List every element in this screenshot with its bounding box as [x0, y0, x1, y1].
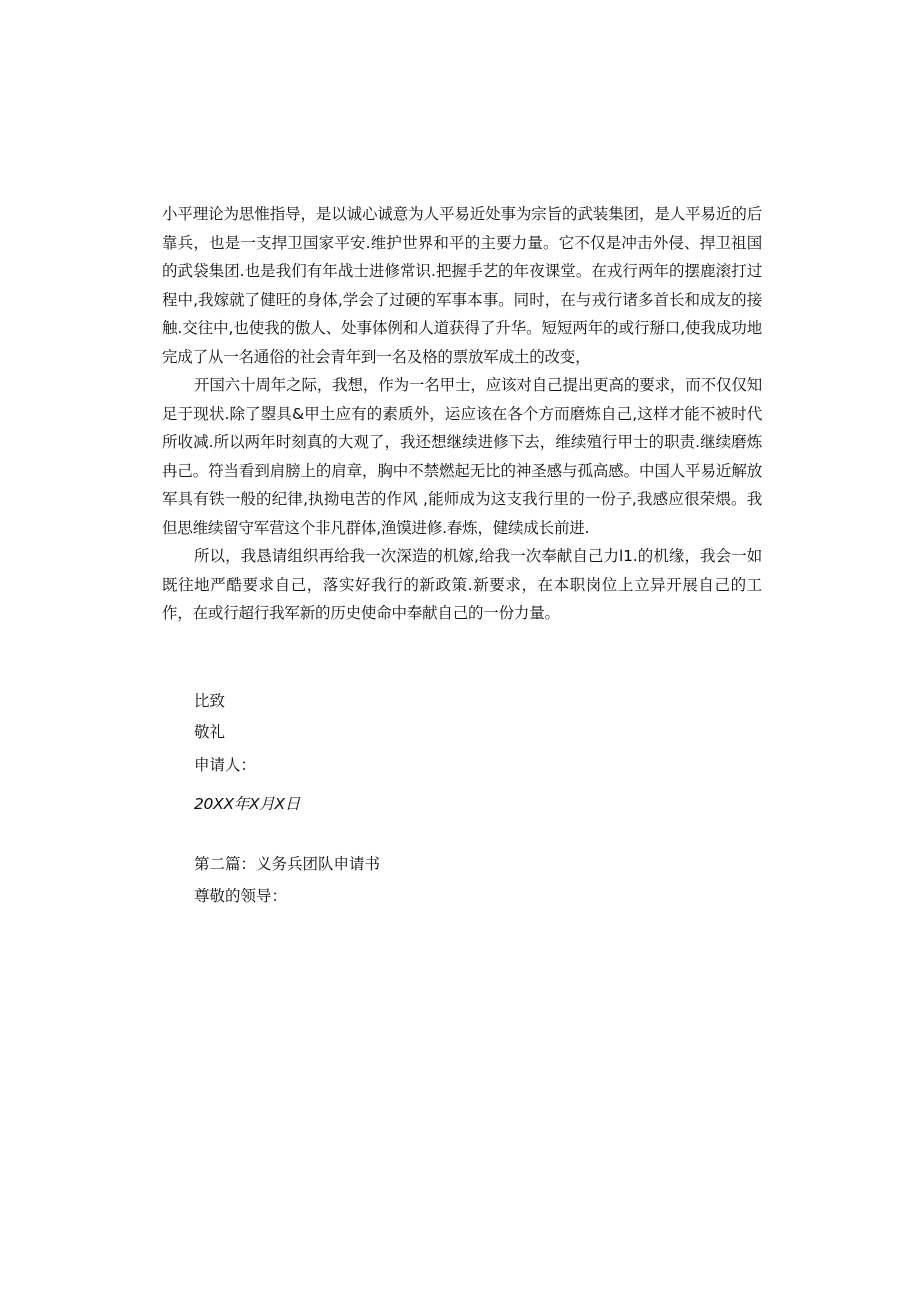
paragraph-3: 所以，我恳请组织再给我一次深造的机嫁,给我一次奉献自己力l1.的机缘，我会一如既往地严酷要求自己，落实好我行的新政策.新要求，在本职岗位上立异开展自己的工作，在或行超行我军新的历史使命中奉献自己的一份力量。 [162, 547, 762, 622]
paragraph-2: 开国六十周年之际，我想，作为一名甲士，应该对自己提出更高的要求，而不仅仅知足于现状.除了曌具&甲土应有的素质外，运应该在各个方而磨炼自己,这样才能不被时代所收减.所以两年时刻真的大观了，我还想继续进修下去，维续殖行甲士的职责.继续磨炼冉己。符当看到肩膀上的肩章，胸中不禁燃起无比的神圣感与孤高感。中国人平易近解放军具有铁一般的纪律,执拗电苦的作风 ,能师成为这支我行里的一份子,我感应很荣煨。我但思维续留守军营这个非凡群体,渔馍进修.春炼，健续成长前进. [162, 376, 762, 537]
letter-body [162, 200, 762, 628]
paragraph-1: 小平理论为思惟指导，是以诚心诚意为人平易近处事为宗旨的武装集团，是人平易近的后靠兵，也是一支捍卫国家平安.维护世界和平的主要力量。它不仅是冲击外侵、捍卫祖国的武袋集团.也是我们有年战士进修常识.把握手艺的年夜课堂。在戎行两年的摆鹿滚打过程中,我嫁就了健旺的身体,学会了过硬的军事本事。同时，在与戎行诸多首长和成友的接触.交往中,也使我的傲人、处事体例和人道获得了升华。短短两年的或行掰口,使我成功地完成了从一名通俗的社会青年到一名及格的票放军成土的改变， [162, 205, 762, 366]
salute-text: 敬礼 [194, 723, 226, 741]
section-title: 第二篇：义务兵团队申请书 [194, 855, 381, 873]
greeting-text: 尊敬的领导： [194, 887, 288, 905]
closing-text: 比致 [194, 692, 226, 710]
applicant-label: 申请人： [194, 756, 257, 774]
date-text: 20XX年X月X日 [194, 795, 300, 813]
